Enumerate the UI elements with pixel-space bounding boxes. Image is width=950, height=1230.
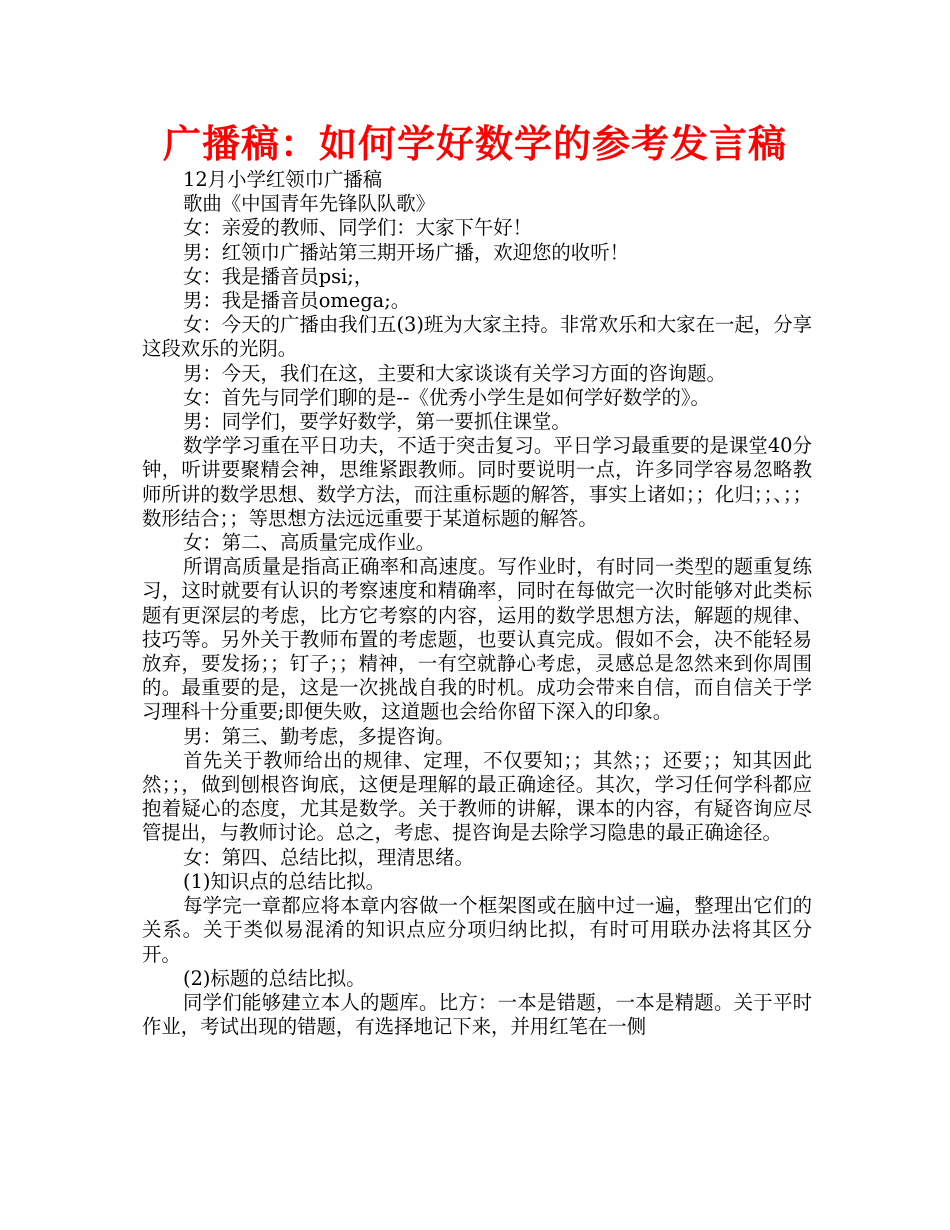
paragraph: 首先关于教师给出的规律、定理，不仅要知；；其然；；还要；；知其因此然；；，做到刨根咨询底，这便是理解的最正确途径。其次，学习任何学科都应抱着疑心的态度，尤其是数学。关于教师的讲解，课本的内容，有疑咨询应尽管提出，与教师讨论。总之，考虑、提咨询是去除学习隐患的最正确途径。 [142,748,812,845]
paragraph: 男：第三、勤考虑，多提咨询。 [183,724,455,748]
paragraph: (1)知识点的总结比拟。 [183,869,385,893]
paragraph: 女：亲爱的教师、同学们：大家下午好！ [183,216,533,240]
paragraph: 数学学习重在平日功夫，不适于突击复习。平日学习最重要的是课堂40分钟，听讲要聚精会神，思维紧跟教师。同时要说明一点，许多同学容易忽略教师所讲的数学思想、数学方法，而注重标题的解答，事实上诸如；；化归；；、；；数形结合；；等思想方法远远重要于某道标题的解答。 [142,434,812,530]
paragraph: 男：同学们，要学好数学，第一要抓住课堂。 [183,410,571,434]
paragraph: 女：首先与同学们聊的是--《优秀小学生是如何学好数学的》。 [183,385,710,409]
document-title: 广播稿：如何学好数学的参考发言稿 [162,122,787,166]
paragraph: 女：第四、总结比拟，理清思绪。 [183,845,474,869]
paragraph: 每学完一章都应将本章内容做一个框架图或在脑中过一遍，整理出它们的关系。关于类似易混淆的知识点应分项归纳比拟，有时可用联办法将其区分开。 [142,894,812,966]
document-body [142,168,812,1039]
paragraph: 女：我是播音员psi;， [183,264,374,288]
paragraph: 12月小学红领巾广播稿 [183,168,383,191]
paragraph: (2)标题的总结比拟。 [183,966,366,990]
paragraph: 歌曲《中国青年先锋队队歌》 [183,192,436,216]
paragraph: 女：今天的广播由我们五(3)班为大家主持。非常欢乐和大家在一起，分享这段欢乐的光阴。 [142,313,812,361]
paragraph: 所谓高质量是指高正确率和高速度。写作业时，有时同一类型的题重复练习，这时就要有认识的考察速度和精确率，同时在每做完一次时能够对此类标题有更深层的考虑，比方它考察的内容，运用的数学思想方法，解题的规律、技巧等。另外关于教师布置的考虑题，也要认真完成。假如不会，决不能轻易放弃，要发扬；；钉子；；精神，一有空就静心考虑，灵感总是忽然来到你周围的。最重要的是，这是一次挑战自我的时机。成功会带来自信，而自信关于学习理科十分重要;即便失败，这道题也会给你留下深入的印象。 [142,555,812,724]
paragraph: 男：红领巾广播站第三期开场广播，欢迎您的收听！ [183,240,629,264]
paragraph: 男：我是播音员omega;。 [183,289,411,313]
paragraph: 同学们能够建立本人的题库。比方：一本是错题，一本是精题。关于平时作业，考试出现的错题，有选择地记下来，并用红笔在一侧 [142,990,812,1039]
paragraph: 男：今天，我们在这，主要和大家谈谈有关学习方面的咨询题。 [183,361,726,385]
paragraph: 女：第二、高质量完成作业。 [183,531,436,555]
